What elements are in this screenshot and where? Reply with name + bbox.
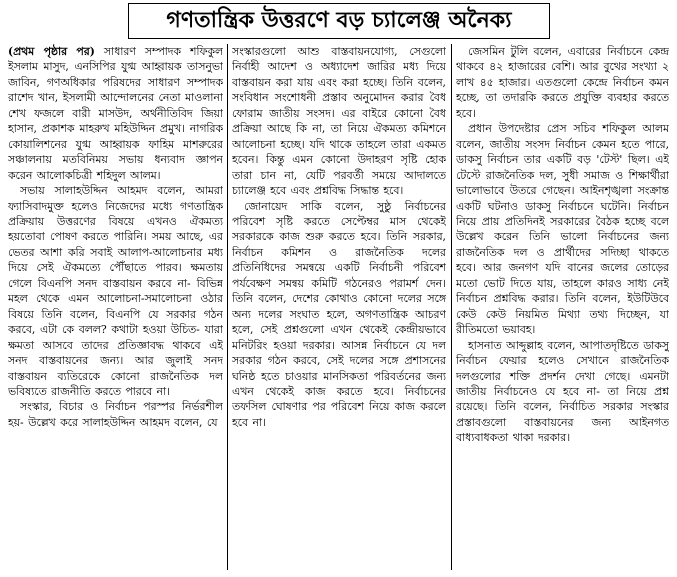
paragraph: হাসনাত আব্দুল্লাহ বলেন, আপাতদৃষ্টিতে ডাকসু নির্বাচন ফেয়ার হলেও সেখানে রাজনৈতিক দলগুলোর শক্তি প্রদর্শন দেখা গেছে। এমনটা জাতীয় নির্বাচনেও যে হবে না- তা নিয়ে প্রশ্ন রয়েছে। তিনি বলেন, নির্বাচিত সরকার সংস্কার প্রস্তাবগুলো বাস্তবায়নের জন্য আইনগত বাধ্যবাধকতা থাকা দরকার। (456, 338, 669, 445)
paragraph-text: সাধারণ সম্পাদক শফিকুল ইসলাম মাসুদ, এনসিপির যুগ্ম আহ্বায়ক তাসনুভা জাবিন, গণঅধিকার পরিষদের সাধারণ সম্পাদক রাশেদ খান, ইসলামী আন্দোলনের নেতা মাওলানা শেখ ফজলে বারী মাসউদ, অর্থনীতিবিদ জিয়া হাসান, প্রকাশক মাহরুখ মহিউদ্দিন প্রমুখ। নাগরিক কোয়ালিশনের যুগ্ম আহ্বায়ক ফাহিম মাশরুরের সঞ্চালনায় মতবিনিময় সভায় ধন্যবাদ জ্ঞাপন করেন আলোকচিত্রী শহিদুল আলম। (8, 45, 223, 182)
paragraph: সভায় সালাহউদ্দিন আহমদ বলেন, আমরা ফ্যাসিবাদমুক্ত হলেও নিজেদের মধ্যে গণতান্ত্রিক প্রক্রিয়ায় উত্তরণের বিষয়ে এখনও ঐকমত্য হয়তোবা পোষণ করতে পারিনি। সময় আছে, এর ভেতর আশা করি সবাই আলাপ-আলোচনার মধ্য দিয়ে সেই ঐকমত্যে পৌঁছাতে পারব। ক্ষমতায় গেলে বিএনপি সনদ বাস্তবায়ন করবে না- বিভিন্ন মহল থেকে এমন আলোচনা-সমালোচনা ওঠার বিষয়ে তিনি বলেন, বিএনপি যে সরকার গঠন করবে, এটা কে বলল? কথাটা হওয়া উচিত- যারা ক্ষমতা আসবে তাদের প্রতিজ্ঞাবদ্ধ থাকবে এই সনদ বাস্তবায়নের জন্য। আর জুলাই সনদ বাস্তবায়ন ব্যতিরেকে কোনো রাজনৈতিক দল ভবিষ্যতে রাজনীতি করতে পারবে না। (8, 184, 223, 398)
paragraph: সংস্কার, বিচার ও নির্বাচন পরস্পর নির্ভরশীল হয়- উল্লেখ করে সালাহউদ্দিন আহমদ বলেন, যে (8, 400, 223, 429)
paragraph: সংস্কারগুলো আশু বাস্তবায়নযোগ্য, সেগুলো নির্বাহী আদেশ ও অধ্যাদেশ জারির মধ্য দিয়ে বাস্তবায়ন করা যায় এবং করা হচ্ছে। তিনি বলেন, সংবিধান সংশোধনী প্রস্তাব অনুমোদন করার বৈধ ফোরাম জাতীয় সংসদ। এর বাইরে কোনো বৈধ প্রক্রিয়া আছে কি না, তা নিয়ে ঐকমত্য কমিশনে আলোচনা হচ্ছে। যদি থাকে তাহলে তারা একমত হবেন। কিন্তু এমন কোনো উদাহরণ সৃষ্টি হোক তারা চান না, যেটি পরবর্তী সময়ে আদালতে চ্যালেঞ্জ হবে এবং প্রশ্নবিদ্ধ সিদ্ধান্ত হবে। (232, 45, 446, 198)
continued-from-marker: (প্রথম পৃষ্ঠার পর) (8, 45, 95, 58)
article-column-3 (456, 44, 669, 572)
column-divider-2 (451, 44, 452, 570)
paragraph: প্রধান উপদেষ্টার প্রেস সচিব শফিকুল আলম বলেন, জাতীয় সংসদ নির্বাচন কেমন হতে পারে, ডাকসু নির্বাচন তার একটি বড় 'টেস্ট' ছিল। এই টেস্টে রাজনৈতিক দল, সুধী সমাজ ও শিক্ষার্থীরা ভালোভাবে উতরে গেছেন। আইনশৃঙ্খলা সংক্রান্ত একটি ঘটনাও ডাকসু নির্বাচনে ঘটেনি। নির্বাচন নিয়ে প্রায় প্রতিদিনই সরকারের বৈঠক হচ্ছে বলে উল্লেখ করেন তিনি ভালো নির্বাচনের জন্য রাজনৈতিক দল ও প্রার্থীদের সদিচ্ছা থাকতে হবে। আর জনগণ যদি বানের জলের তোড়ের মতো ভোট দিতে যায়, তাহলে কারও সাধ্য নেই নির্বাচন প্রশ্নবিদ্ধ করার। তিনি বলেন, ইউটিউবে কেউ কেউ নিয়মিত মিথ্যা তথ্য দিচ্ছেন, যা রীতিমতো ভয়াবহ। (456, 122, 669, 337)
column-divider-1 (227, 44, 228, 570)
article-column-1 (8, 44, 223, 572)
headline: গণতান্ত্রিক উত্তরণে বড় চ্যালেঞ্জ অনৈক্য (166, 6, 512, 33)
paragraph (8, 44, 223, 183)
article-column-2 (232, 44, 446, 572)
headline-box (128, 3, 550, 39)
paragraph: জোনায়েদ সাকি বলেন, সুষ্ঠু নির্বাচনের পরিবেশ সৃষ্টি করতে সেপ্টেম্বর মাস থেকেই সরকারকে কাজ শুরু করতে হবে। তিনি সরকার, নির্বাচন কমিশন ও রাজনৈতিক দলের প্রতিনিধিদের সমন্বয়ে একটি নির্বাচনী পরিবেশ পর্যবেক্ষণ সমন্বয় কমিটি গঠনেরও পরামর্শ দেন। তিনি বলেন, দেশের কোথাও কোনো দলের সঙ্গে অন্য দলের সংঘাত হলে, অগণতান্ত্রিক আচরণ হলে, সেই প্রশ্নগুলো এখন থেকেই কেন্দ্রীয়ভাবে মনিটরিং হওয়া দরকার। আসন্ন নির্বাচনে যে দল সরকার গঠন করবে, সেই দলের সঙ্গে প্রশাসনের ঘনিষ্ঠ হতে চাওয়ার মানসিকতা পরিবর্তনের জন্য এখন থেকেই কাজ করতে হবে। নির্বাচনের তফসিল ঘোষণার পর পরিবেশ নিয়ে কাজ করলে হবে না। (232, 199, 446, 429)
paragraph: জেসমিন টুলি বলেন, এবারের নির্বাচনে কেন্দ্র থাকবে ৪২ হাজারের বেশি। আর বুথের সংখ্যা ২ লাখ ৪৫ হাজার। এতগুলো কেন্দ্রে নির্বাচন কমন হচ্ছে, তা তদারকি করতে প্রযুক্তি ব্যবহার করতে হবে। (456, 45, 669, 120)
